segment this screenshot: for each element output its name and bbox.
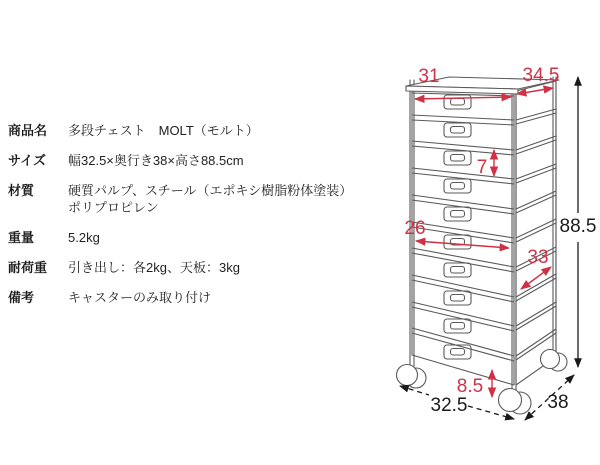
dim-overall-depth	[525, 375, 574, 420]
spec-value: キャスターのみ取り付け	[68, 290, 212, 305]
caster-front-left	[397, 365, 418, 386]
spec-label: サイズ	[8, 153, 46, 168]
spec-label: 商品名	[8, 123, 48, 138]
spec-value-line1: 硬質パルプ、スチール（エポキシ樹脂粉体塗装）	[68, 183, 353, 198]
dim-overall-width-label: 32.5	[430, 395, 468, 416]
spec-value: 幅32.5×奥行き38×高さ88.5cm	[68, 153, 244, 168]
spec-value: 5.2kg	[68, 230, 100, 245]
dim-drawer-height-label: 7	[476, 157, 488, 178]
dim-drawer-width-label: 26	[404, 218, 426, 239]
spec-label: 耐荷重	[8, 260, 48, 275]
dim-top-depth-label: 34.5	[522, 65, 560, 86]
dim-caster-height-label: 8.5	[456, 376, 484, 397]
dim-overall-height	[560, 77, 597, 367]
dim-top-width-label: 31	[418, 66, 440, 87]
dim-overall-height-label: 88.5	[559, 216, 597, 237]
spec-label: 重量	[8, 230, 35, 245]
dim-drawer-depth-label: 33	[527, 247, 549, 268]
spec-value: 引き出し：各2kg、天板：3kg	[68, 260, 240, 275]
spec-label: 備考	[8, 290, 35, 305]
spec-value: 多段チェスト MOLT（モルト）	[68, 123, 259, 138]
spec-value-line2: ポリプロピレン	[68, 200, 159, 215]
caster-front-right	[499, 389, 522, 412]
caster-rear-right	[541, 350, 560, 369]
spec-label: 材質	[8, 183, 35, 198]
dim-overall-depth-label: 38	[547, 392, 569, 413]
